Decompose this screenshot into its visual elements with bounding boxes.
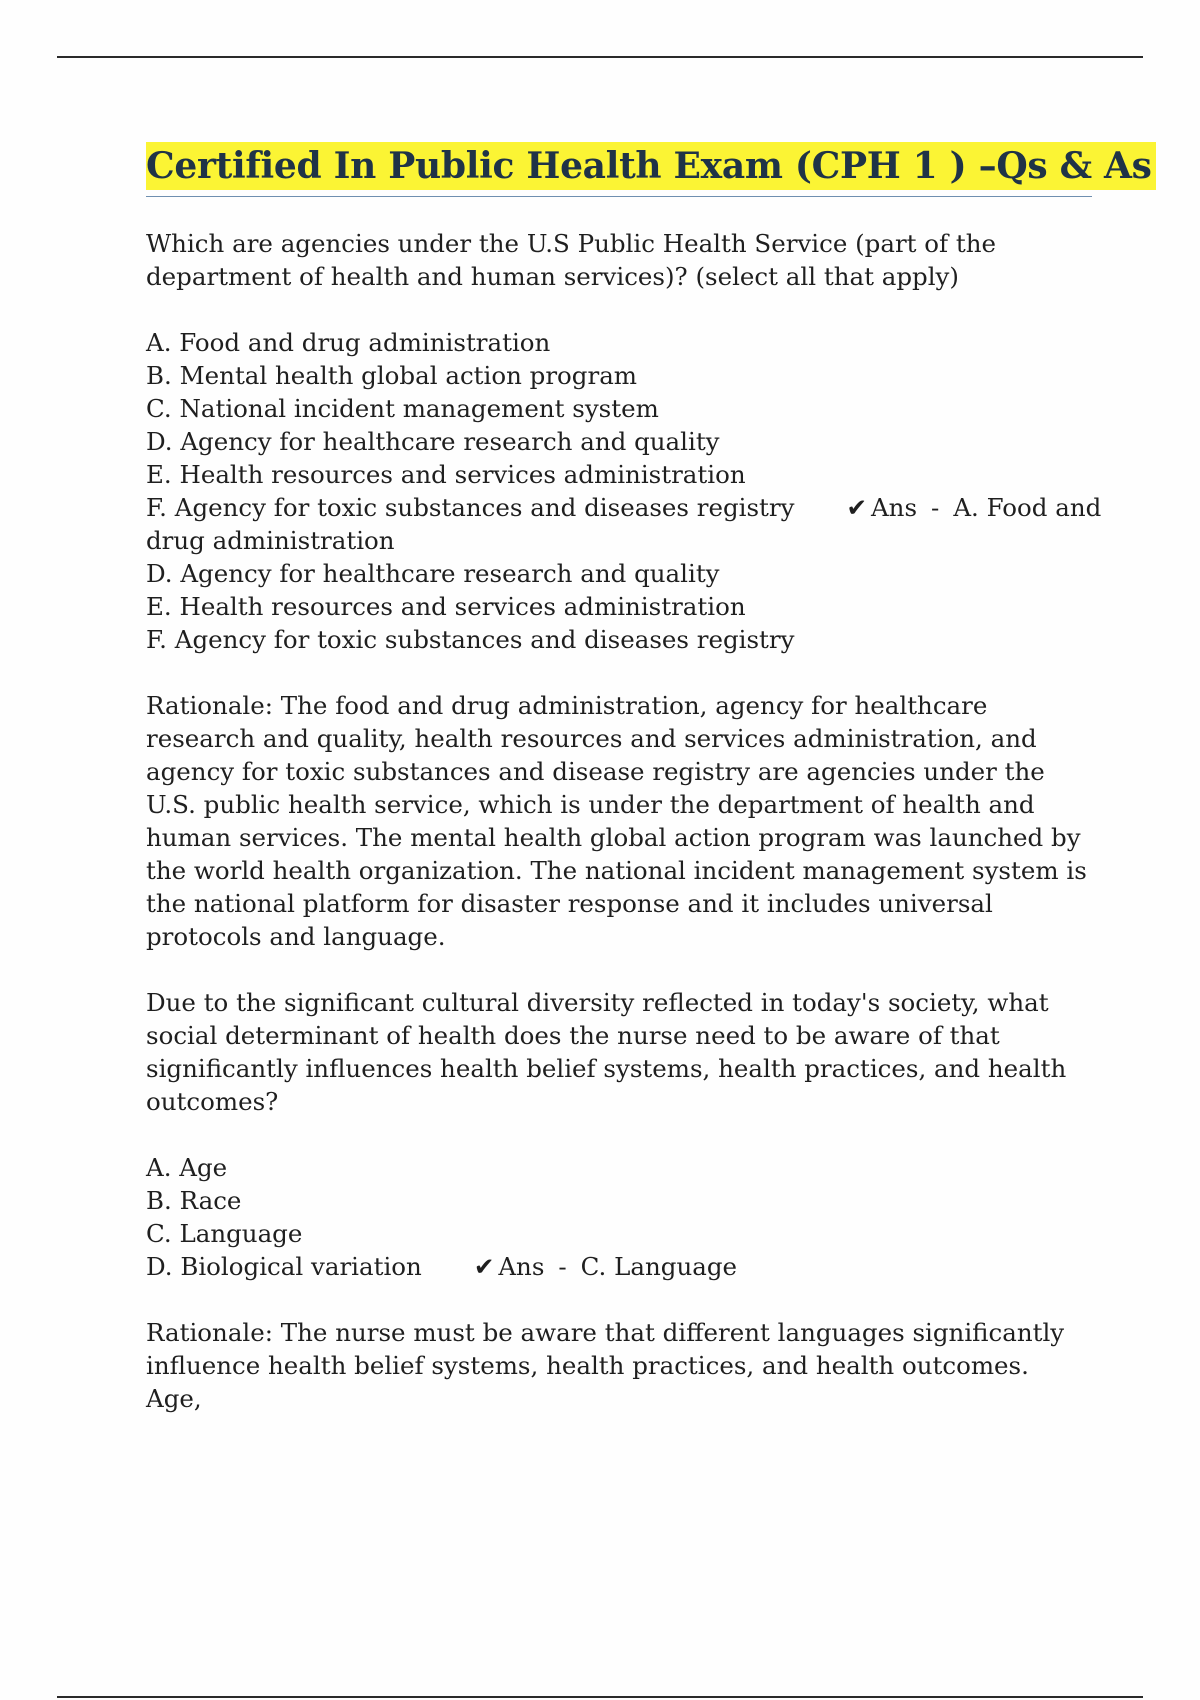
question-2-text: Due to the significant cultural diversity reflected in today's society, what social determinant of health does the nurse need to be aware of that significantly influences health belief systems, health practices, and health outcomes?: [146, 988, 1067, 1116]
answer-marker: [846, 491, 1101, 524]
option-d: D. Agency for healthcare research and quality: [146, 427, 720, 456]
option-d: D. Biological variation: [146, 1252, 422, 1281]
option-a: A. Food and drug administration: [146, 328, 551, 357]
answer-line: E. Health resources and services administration: [146, 592, 746, 621]
answer-dash: -: [931, 493, 940, 522]
answer-line: D. Agency for healthcare research and quality: [146, 559, 720, 588]
answer-first-part: A. Food and: [953, 493, 1102, 522]
option-c: C. Language: [146, 1219, 303, 1248]
checkmark-icon: ✔: [473, 1252, 495, 1281]
page-title: Certified In Public Health Exam (CPH 1 ) –Qs & As: [146, 142, 1156, 190]
answer-line: drug administration: [146, 526, 395, 555]
option-e: E. Health resources and services administration: [146, 460, 746, 489]
question-1-rationale: Rationale: The food and drug administration, agency for healthcare research and quality, health resources and services administration, and agency for toxic substances and disease registry are agencies under the U.S. public health service, which is under the department of health and human services. The mental health global action program was launched by the world health organization. The national incident management system is the national platform for disaster response and it includes universal protocols and language.: [146, 691, 1087, 951]
option-b: B. Mental health global action program: [146, 361, 638, 390]
document-body: [146, 142, 1152, 1448]
question-1-options: [146, 326, 1102, 656]
top-rule: [57, 56, 1143, 58]
option-f: F. Agency for toxic substances and diseases registry: [146, 493, 795, 522]
option-d-with-answer: [146, 1250, 1092, 1283]
checkmark-icon: ✔: [846, 493, 867, 522]
bottom-rule: [57, 1696, 1143, 1698]
answer-marker: [474, 1250, 737, 1283]
question-1-text: Which are agencies under the U.S Public Health Service (part of the department of health and human services)? (select all that apply): [146, 229, 997, 291]
answer-value: C. Language: [580, 1252, 738, 1281]
answer-label: Ans: [498, 1252, 545, 1281]
question-2-options: [146, 1151, 1092, 1283]
option-c: C. National incident management system: [146, 394, 659, 423]
answer-line: F. Agency for toxic substances and diseases registry: [146, 625, 795, 654]
title-block: [146, 142, 1152, 197]
question-2-rationale: Rationale: The nurse must be aware that different languages significantly influence health belief systems, health practices, and health outcomes. Age,: [146, 1318, 1065, 1413]
option-a: A. Age: [146, 1153, 228, 1182]
option-b: B. Race: [146, 1186, 242, 1215]
answer-dash: -: [558, 1252, 567, 1281]
option-f-with-answer: [146, 491, 1102, 524]
answer-label: Ans: [870, 493, 918, 522]
